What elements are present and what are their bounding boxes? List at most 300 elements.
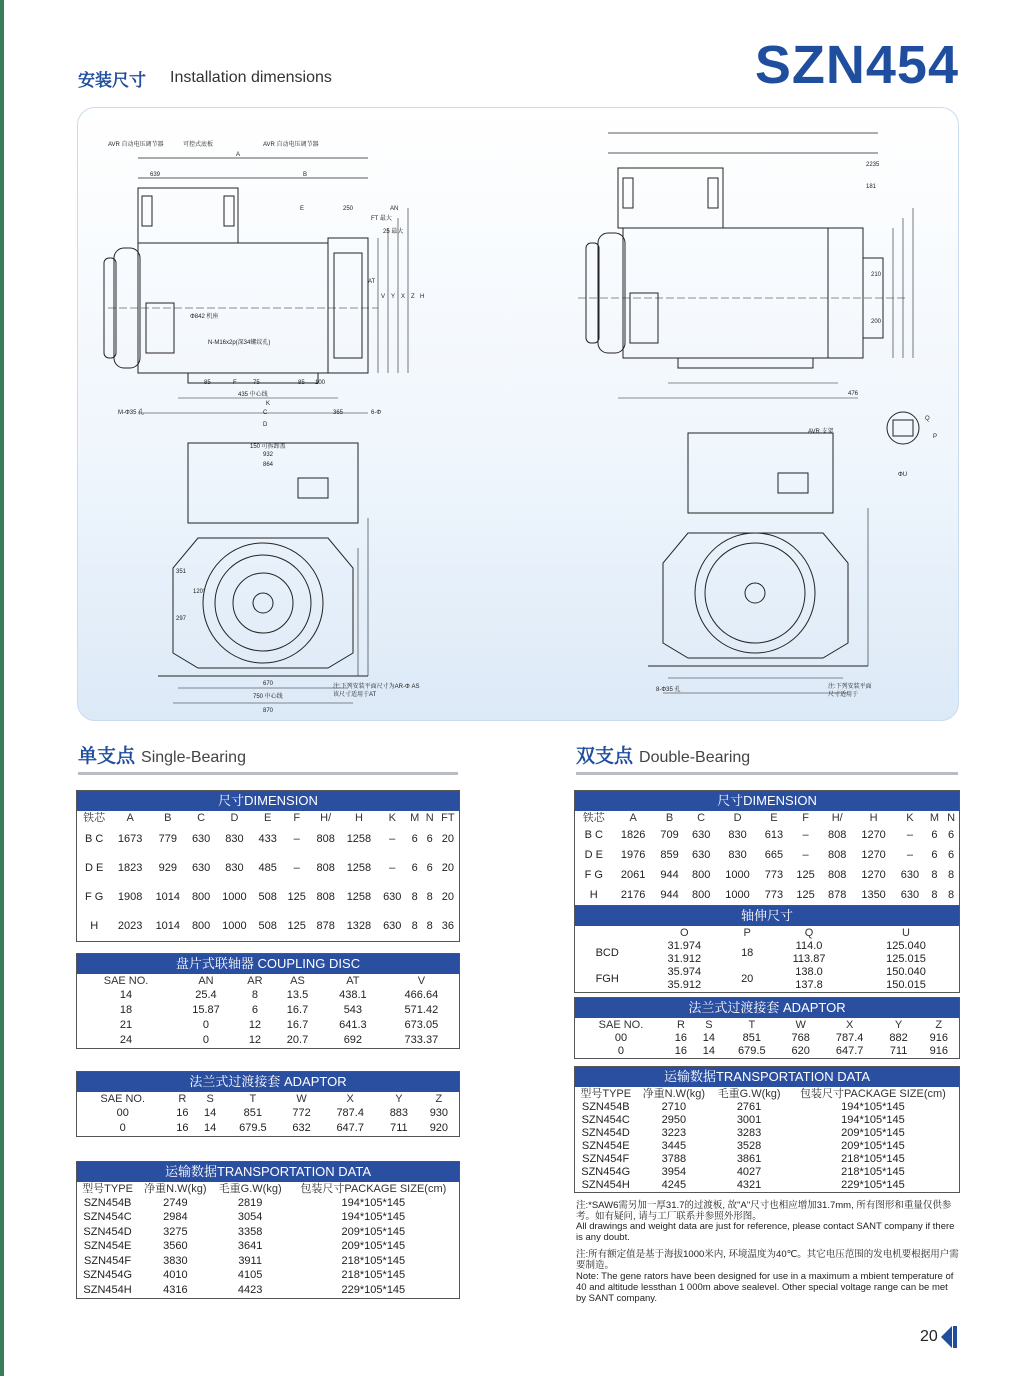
table-cell: 4245 xyxy=(661,1179,687,1191)
table-cell: 8 xyxy=(931,868,938,881)
table-cell: D E xyxy=(84,862,104,874)
table-header-row xyxy=(575,1018,960,1032)
table-cell: 3560 xyxy=(163,1240,188,1253)
column-header: N xyxy=(425,811,434,824)
table-cell: 6 xyxy=(251,1004,258,1016)
table-cell: 20 xyxy=(741,972,754,985)
drawing-label: N-M16x2p(深34螺纹孔) xyxy=(208,340,271,346)
table-cell: 125.040 125.015 xyxy=(886,940,926,965)
table-cell: 14 xyxy=(702,1045,715,1057)
table-cell: 1673 xyxy=(117,833,143,845)
table-row xyxy=(575,966,960,993)
single-coupling-table xyxy=(76,953,460,1049)
table-caption: 轴伸尺寸 xyxy=(575,906,960,927)
table-cell: 24 xyxy=(119,1034,133,1046)
table-cell: 16 xyxy=(176,1107,189,1119)
table-row xyxy=(77,912,460,942)
table-cell: 8 xyxy=(251,989,258,1001)
table-cell: – xyxy=(802,828,809,841)
table-cell: 4321 xyxy=(736,1179,762,1191)
column-header: Z xyxy=(435,1092,443,1105)
double-bearing-rule xyxy=(576,772,958,775)
column-header: Q xyxy=(804,926,814,939)
column-header: K xyxy=(388,811,396,824)
table-cell: 1258 xyxy=(346,862,372,874)
table-cell: – xyxy=(389,862,396,874)
table-row xyxy=(575,1101,960,1114)
column-header: M xyxy=(929,811,940,824)
table-header-row xyxy=(77,1182,460,1196)
table-cell: 6 xyxy=(426,833,433,845)
column-header: K xyxy=(906,811,914,824)
table-cell: 8 xyxy=(426,891,433,903)
table-cell: 0 xyxy=(119,1122,126,1134)
table-row xyxy=(575,1114,960,1127)
drawing-label: 75 xyxy=(253,380,260,386)
drawing-label: AVR 支架 xyxy=(808,429,834,435)
column-header: V xyxy=(417,974,426,987)
table-cell: 630 xyxy=(383,920,402,932)
single-adaptor-table xyxy=(76,1071,460,1137)
table-cell: 6 xyxy=(931,848,938,861)
drawing-label: M-Φ35 孔 xyxy=(118,410,145,416)
table-row xyxy=(575,1166,960,1179)
table-cell: 3001 xyxy=(736,1114,762,1126)
drawing-label: 864 xyxy=(263,462,274,468)
table-cell: 733.37 xyxy=(404,1034,439,1046)
table-cell: SZN454B xyxy=(83,1196,132,1209)
table-row xyxy=(77,1254,460,1269)
table-cell: 916 xyxy=(929,1045,948,1057)
table-caption: 尺寸DIMENSION xyxy=(77,791,460,812)
table-cell: 150.040 150.015 xyxy=(886,966,926,991)
table-header-row xyxy=(77,974,460,988)
column-header: N xyxy=(947,811,956,824)
column-header: S xyxy=(206,1092,214,1105)
column-header: W xyxy=(296,1092,307,1105)
table-cell: 773 xyxy=(764,888,784,901)
table-caption: 盘片式联轴器 COUPLING DISC xyxy=(77,954,460,975)
drawing-label: 150 可拆卸盖 xyxy=(250,444,286,450)
table-cell: 808 xyxy=(828,868,847,881)
page-number: 20 xyxy=(920,1328,938,1345)
page-bar-icon xyxy=(953,1326,957,1348)
drawing-label: FT 最大 xyxy=(371,216,392,222)
column-header: 型号TYPE xyxy=(580,1087,632,1100)
table-cell: 800 xyxy=(691,888,711,901)
table-cell: 194*105*145 xyxy=(341,1196,406,1209)
table-cell: 2950 xyxy=(661,1114,687,1126)
table-row xyxy=(575,1153,960,1166)
table-cell: 0 xyxy=(202,1034,210,1046)
drawing-label: Z xyxy=(411,294,415,300)
double-bearing-end-view xyxy=(648,433,868,693)
installation-drawing xyxy=(78,108,958,720)
table-cell: 808 xyxy=(316,862,335,874)
table-cell: 16 xyxy=(176,1122,189,1134)
table-cell: 1270 xyxy=(861,828,886,841)
table-cell: 125 xyxy=(796,888,815,901)
drawing-label: ΦU xyxy=(898,472,908,478)
table-cell: 543 xyxy=(343,1004,363,1016)
table-cell: 673.05 xyxy=(404,1019,439,1031)
single-bearing-rule xyxy=(78,772,458,775)
table-row xyxy=(77,1196,460,1211)
table-cell: 485 xyxy=(258,862,277,874)
table-cell: SZN454H xyxy=(83,1283,132,1296)
drawing-label: 870 xyxy=(263,708,274,714)
installation-drawing-panel xyxy=(77,107,959,721)
table-cell: – xyxy=(802,848,809,861)
table-cell: 692 xyxy=(343,1034,363,1046)
table-cell: SZN454F xyxy=(582,1153,630,1165)
table-cell: 3275 xyxy=(163,1225,188,1238)
column-header: A xyxy=(126,811,134,824)
table-cell: 13.5 xyxy=(286,989,309,1001)
single-bearing-heading xyxy=(78,741,246,768)
drawing-label: Q xyxy=(925,416,930,422)
drawing-label: 250 xyxy=(343,206,354,212)
table-cell: 18 xyxy=(741,946,754,959)
table-cell: 14 xyxy=(204,1122,217,1134)
table-cell: 768 xyxy=(791,1032,810,1044)
table-cell: 830 xyxy=(728,828,747,841)
table-cell: 808 xyxy=(828,848,847,861)
drawing-label: Φ842 机座 xyxy=(190,314,219,320)
table-cell: 3641 xyxy=(237,1240,263,1253)
drawing-label: 351 xyxy=(176,569,187,575)
table-cell: 6 xyxy=(411,862,418,874)
drawing-label: 181 xyxy=(866,184,877,190)
drawing-label: 6-Φ xyxy=(371,410,382,416)
table-row xyxy=(77,1033,460,1049)
drawing-label: 435 中心线 xyxy=(238,392,268,398)
column-header: 铁芯 xyxy=(83,811,106,824)
column-header: U xyxy=(901,926,910,939)
drawing-label: 210 xyxy=(871,272,882,278)
table-cell: D E xyxy=(584,848,603,861)
table-row xyxy=(77,988,460,1003)
table-cell: 138.0 137.8 xyxy=(795,966,823,991)
table-cell: 8 xyxy=(931,888,938,901)
table-cell: 8 xyxy=(426,920,433,932)
table-cell: 8 xyxy=(411,891,418,903)
table-cell: SZN454F xyxy=(84,1254,132,1267)
table-cell: 1350 xyxy=(861,888,886,901)
double-transport-table xyxy=(574,1066,960,1193)
table-row xyxy=(575,1140,960,1153)
column-header: AT xyxy=(346,974,360,987)
drawing-label: 85 xyxy=(204,380,211,386)
table-cell: 2749 xyxy=(163,1196,188,1209)
table-cell: H xyxy=(589,888,598,901)
table-row xyxy=(77,883,460,912)
table-cell: – xyxy=(293,833,300,845)
table-header-row xyxy=(77,1092,460,1106)
table-cell: 808 xyxy=(316,833,335,845)
table-cell: 679.5 xyxy=(239,1122,267,1134)
column-header xyxy=(575,926,640,940)
table-cell: SZN454C xyxy=(581,1114,630,1126)
table-cell: BCD xyxy=(595,946,619,959)
table-row xyxy=(77,1003,460,1018)
table-cell: 15.87 xyxy=(192,1004,220,1016)
table-cell: 31.974 31.912 xyxy=(667,940,702,965)
table-cell: 830 xyxy=(225,833,244,845)
single-bearing-end-view xyxy=(158,443,368,703)
table-cell: 2710 xyxy=(661,1101,687,1113)
drawing-label: C xyxy=(263,410,268,416)
column-header: H xyxy=(354,811,363,824)
column-header: 包装尺寸PACKAGE SIZE(cm) xyxy=(799,1087,946,1100)
table-cell: B C xyxy=(584,828,603,841)
table-cell: 2761 xyxy=(736,1101,762,1113)
column-header: E xyxy=(770,811,778,824)
column-header: 净重N.W(kg) xyxy=(144,1182,207,1195)
column-header: AN xyxy=(198,974,214,987)
drawing-label: 100 xyxy=(315,380,326,386)
table-cell: 218*105*145 xyxy=(341,1254,406,1267)
drawing-label: A xyxy=(236,152,241,158)
table-cell: 1000 xyxy=(222,920,247,932)
table-cell: SZN454B xyxy=(581,1101,630,1113)
table-cell: 20.7 xyxy=(286,1034,309,1046)
table-cell: 3861 xyxy=(736,1153,762,1165)
table-cell: SZN454D xyxy=(581,1127,630,1139)
drawing-label: 200 xyxy=(871,319,882,325)
column-header: 毛重G.W(kg) xyxy=(218,1182,282,1195)
column-header: C xyxy=(197,811,206,824)
column-header: AS xyxy=(290,974,305,987)
table-cell: 8 xyxy=(948,868,955,881)
table-row xyxy=(77,1018,460,1033)
column-header: 净重N.W(kg) xyxy=(642,1087,706,1100)
table-caption: 运输数据TRANSPORTATION DATA xyxy=(575,1067,960,1088)
table-cell: 21 xyxy=(119,1019,133,1031)
table-cell: 859 xyxy=(660,848,679,861)
column-header: S xyxy=(705,1018,713,1031)
table-cell: 3911 xyxy=(238,1254,262,1267)
table-cell: 632 xyxy=(292,1122,311,1134)
table-cell: 679.5 xyxy=(738,1045,766,1057)
table-cell: 218*105*145 xyxy=(841,1153,905,1165)
single-dimension-table xyxy=(76,790,460,942)
double-bearing-title-en: Double-Bearing xyxy=(639,749,751,766)
table-caption: 尺寸DIMENSION xyxy=(575,791,960,812)
table-cell: 00 xyxy=(116,1107,129,1119)
table-cell: 0 xyxy=(617,1045,625,1057)
table-cell: 630 xyxy=(691,828,711,841)
table-cell: 878 xyxy=(316,920,335,932)
column-header: B xyxy=(164,811,172,824)
table-cell: 800 xyxy=(691,868,711,881)
page-edge-bar xyxy=(0,0,4,1376)
section-title-cn: 安装尺寸 xyxy=(78,71,146,90)
table-caption: 法兰式过渡接套 ADAPTOR xyxy=(77,1072,460,1093)
table-cell: 125 xyxy=(796,868,815,881)
table-cell: 14 xyxy=(119,989,133,1001)
table-cell: 8 xyxy=(411,920,418,932)
table-cell: 209*105*145 xyxy=(841,1127,905,1139)
drawing-label: 可控式底板 xyxy=(183,142,214,148)
table-cell: 1014 xyxy=(155,891,181,903)
table-row xyxy=(77,1283,460,1298)
table-cell: 209*105*145 xyxy=(841,1140,905,1152)
drawing-label: K xyxy=(266,401,271,407)
drawing-label: F xyxy=(233,380,237,386)
drawing-label: 639 xyxy=(150,172,161,178)
note-reference-en: All drawings and weight data are just for reference, please contact SANT company if there is any doubt. xyxy=(576,1221,955,1243)
table-cell: 930 xyxy=(429,1107,449,1119)
table-cell: SZN454C xyxy=(83,1211,132,1224)
table-cell: 1000 xyxy=(725,868,750,881)
table-row xyxy=(575,865,960,885)
column-header: A xyxy=(629,811,637,824)
column-header: SAE NO. xyxy=(598,1018,644,1031)
column-header: F xyxy=(293,811,301,824)
table-cell: 466.64 xyxy=(404,989,439,1001)
table-header-row xyxy=(575,1087,960,1101)
drawing-label: 25 最大 xyxy=(383,229,404,235)
table-cell: 3054 xyxy=(237,1211,263,1224)
column-header: X xyxy=(845,1018,854,1031)
table-cell: SZN454D xyxy=(83,1225,132,1238)
table-cell: 4027 xyxy=(736,1166,762,1178)
table-cell: 665 xyxy=(764,848,784,861)
table-row xyxy=(575,1179,960,1193)
table-cell: 709 xyxy=(660,828,679,841)
column-header: W xyxy=(795,1018,806,1031)
table-cell: 711 xyxy=(889,1045,908,1057)
drawing-label: 120° xyxy=(193,589,206,595)
table-cell: 830 xyxy=(728,848,747,861)
table-cell: H xyxy=(90,920,99,932)
table-cell: B C xyxy=(84,833,104,845)
table-cell: 647.7 xyxy=(336,1122,364,1134)
drawing-label: AT xyxy=(368,279,376,285)
drawing-label: Y xyxy=(391,294,396,300)
column-header: R xyxy=(178,1092,187,1105)
table-cell: 882 xyxy=(889,1032,908,1044)
drawing-label: P xyxy=(933,434,938,440)
table-caption: 运输数据TRANSPORTATION DATA xyxy=(77,1162,460,1183)
double-bearing-heading xyxy=(576,741,750,768)
column-header: F xyxy=(802,811,809,824)
table-cell: 613 xyxy=(764,828,784,841)
table-cell: 20 xyxy=(441,833,454,845)
table-cell: 630 xyxy=(383,891,402,903)
column-header: 铁芯 xyxy=(582,811,605,824)
table-row xyxy=(77,1106,460,1121)
table-cell: 6 xyxy=(948,848,955,861)
table-cell: 1328 xyxy=(346,920,372,932)
table-row xyxy=(575,845,960,865)
table-cell: 25.4 xyxy=(195,989,217,1001)
note-rating-en: Note: The gene rators have been designed for use in a maximum a mbient temperature of 40 and altitude lessthan 1 000m above sealevel. Other special voltage range can be met by SANT company. xyxy=(576,1271,954,1304)
table-row xyxy=(575,940,960,966)
column-header: C xyxy=(697,811,706,824)
drawing-label: 750 中心线 xyxy=(253,694,283,700)
table-cell: 2984 xyxy=(163,1211,188,1224)
table-cell: 1270 xyxy=(861,848,886,861)
table-cell: 218*105*145 xyxy=(841,1166,905,1178)
table-cell: 808 xyxy=(316,891,335,903)
table-cell: 4010 xyxy=(163,1269,188,1282)
table-cell: 16 xyxy=(674,1032,688,1044)
table-cell: 438.1 xyxy=(339,989,367,1001)
drawing-label: X xyxy=(401,294,406,300)
section-title-en: Installation dimensions xyxy=(170,69,332,86)
column-header: O xyxy=(680,926,689,939)
double-bearing-title-cn: 双支点 xyxy=(576,746,634,767)
table-cell: 12 xyxy=(248,1019,262,1031)
table-header-row xyxy=(77,811,460,825)
table-cell: 772 xyxy=(292,1107,311,1119)
table-cell: 6 xyxy=(948,828,955,841)
model-title: SZN454 xyxy=(754,35,959,95)
table-cell: 787.4 xyxy=(336,1107,364,1119)
table-cell: F G xyxy=(84,891,104,903)
column-header: H/ xyxy=(831,811,843,824)
table-header-row xyxy=(575,926,960,940)
drawing-label: D xyxy=(263,422,268,428)
column-header: 毛重G.W(kg) xyxy=(717,1087,781,1100)
table-cell: 630 xyxy=(691,848,711,861)
column-header: FT xyxy=(441,811,455,824)
table-cell: 35.974 35.912 xyxy=(667,966,702,991)
table-cell: 194*105*145 xyxy=(341,1211,406,1224)
column-header: B xyxy=(665,811,674,824)
table-cell: 1014 xyxy=(155,920,181,932)
column-header: T xyxy=(249,1092,257,1105)
drawing-note: 注:下列安装平面 xyxy=(828,684,872,690)
double-adaptor-table xyxy=(574,997,960,1059)
table-cell: 808 xyxy=(828,828,847,841)
column-header: R xyxy=(676,1018,685,1031)
table-cell: 194*105*145 xyxy=(841,1114,905,1126)
table-row xyxy=(77,1121,460,1137)
table-cell: FGH xyxy=(595,972,619,985)
page-arrow-icon xyxy=(941,1326,952,1348)
table-caption: 法兰式过渡接套 ADAPTOR xyxy=(575,998,960,1019)
table-cell: 1826 xyxy=(620,828,646,841)
table-cell: 3283 xyxy=(736,1127,762,1139)
column-header: AR xyxy=(247,974,263,987)
drawing-note: 尺寸适用于 xyxy=(828,692,859,698)
table-cell: 209*105*145 xyxy=(341,1240,406,1253)
table-cell: – xyxy=(389,833,396,845)
table-cell: 6 xyxy=(931,828,938,841)
table-cell: 944 xyxy=(660,868,679,881)
table-row xyxy=(77,1240,460,1255)
table-cell: 6 xyxy=(426,862,433,874)
table-cell: 0 xyxy=(202,1019,210,1031)
table-cell: 12 xyxy=(248,1034,262,1046)
table-cell: 851 xyxy=(742,1032,761,1044)
table-cell: 1908 xyxy=(117,891,143,903)
drawing-label: V xyxy=(381,294,386,300)
table-cell: 630 xyxy=(191,833,211,845)
column-header: Y xyxy=(395,1092,403,1105)
table-cell: 830 xyxy=(225,862,244,874)
table-cell: 929 xyxy=(158,862,177,874)
drawing-label: AVR 自动电压调节器 xyxy=(263,142,319,148)
table-cell: 4316 xyxy=(163,1283,188,1296)
table-cell: 711 xyxy=(390,1122,408,1134)
column-header: Z xyxy=(935,1018,943,1031)
table-cell: 20 xyxy=(441,862,454,874)
table-cell: 630 xyxy=(900,888,920,901)
